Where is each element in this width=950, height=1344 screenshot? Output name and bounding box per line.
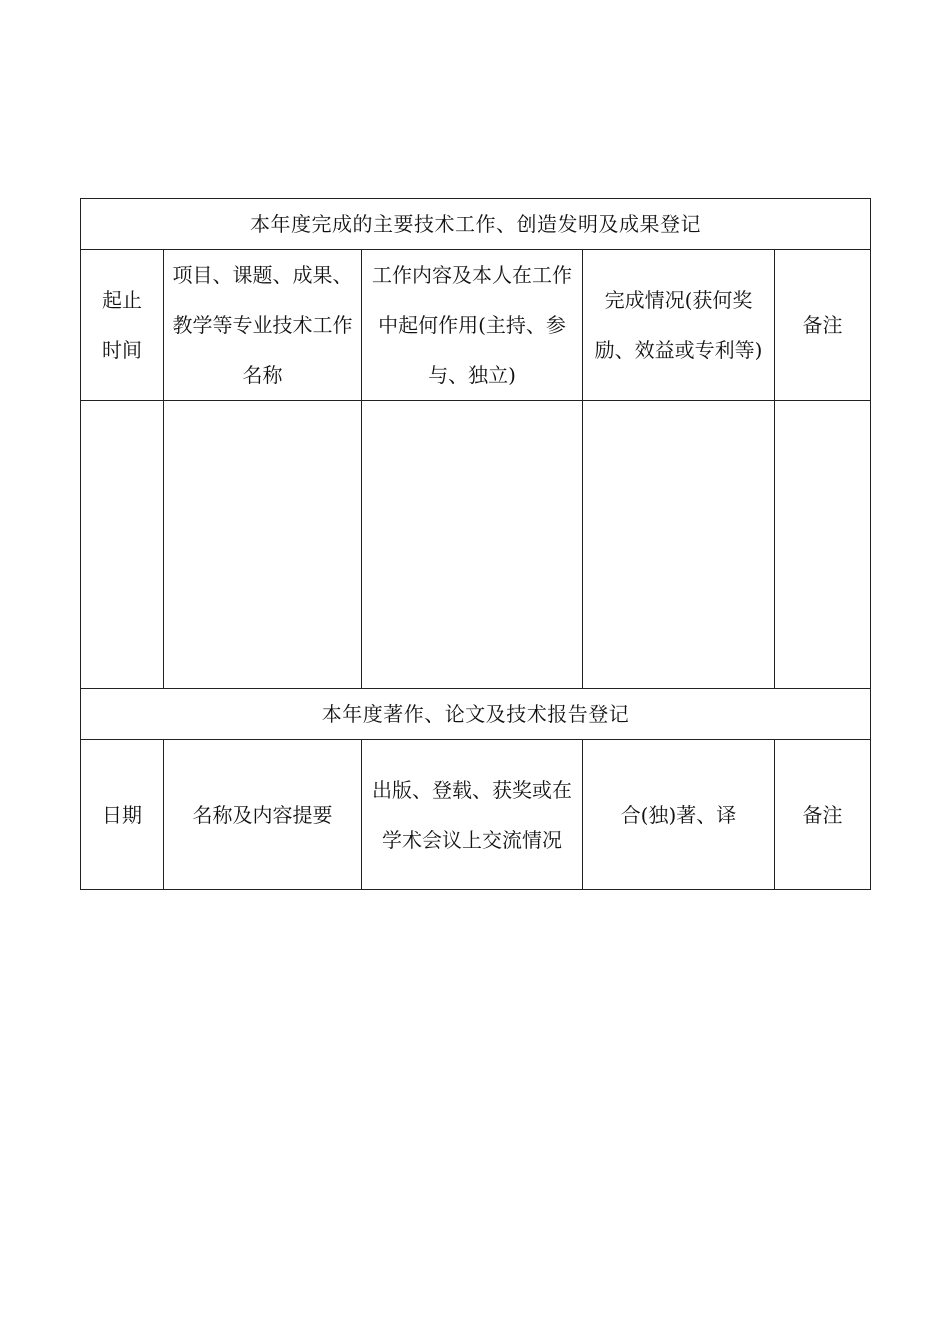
section2-title-row <box>81 689 871 740</box>
header-name-summary: 名称及内容提要 <box>164 740 362 890</box>
header-start-end-time: 起止时间 <box>81 250 164 401</box>
entry-project-name-cell[interactable] <box>164 401 362 689</box>
header-authorship: 合(独)著、译 <box>583 740 775 890</box>
section2-title: 本年度著作、论文及技术报告登记 <box>81 689 871 740</box>
registration-form <box>80 198 870 890</box>
entry-start-end-time-cell[interactable] <box>81 401 164 689</box>
section1-title: 本年度完成的主要技术工作、创造发明及成果登记 <box>81 199 871 250</box>
header-remarks-2: 备注 <box>775 740 871 890</box>
header-work-content-role: 工作内容及本人在工作中起何作用(主持、参与、独立) <box>362 250 583 401</box>
entry-work-content-cell[interactable] <box>362 401 583 689</box>
header-publication-status: 出版、登载、获奖或在学术会议上交流情况 <box>362 740 583 890</box>
section2-header-row <box>81 740 871 890</box>
form-table <box>80 198 871 890</box>
header-remarks: 备注 <box>775 250 871 401</box>
header-project-name: 项目、课题、成果、教学等专业技术工作名称 <box>164 250 362 401</box>
header-date: 日期 <box>81 740 164 890</box>
section1-title-row <box>81 199 871 250</box>
entry-remarks-cell[interactable] <box>775 401 871 689</box>
entry-completion-status-cell[interactable] <box>583 401 775 689</box>
section1-header-row <box>81 250 871 401</box>
header-completion-status: 完成情况(获何奖励、效益或专利等) <box>583 250 775 401</box>
section1-entry-row <box>81 401 871 689</box>
